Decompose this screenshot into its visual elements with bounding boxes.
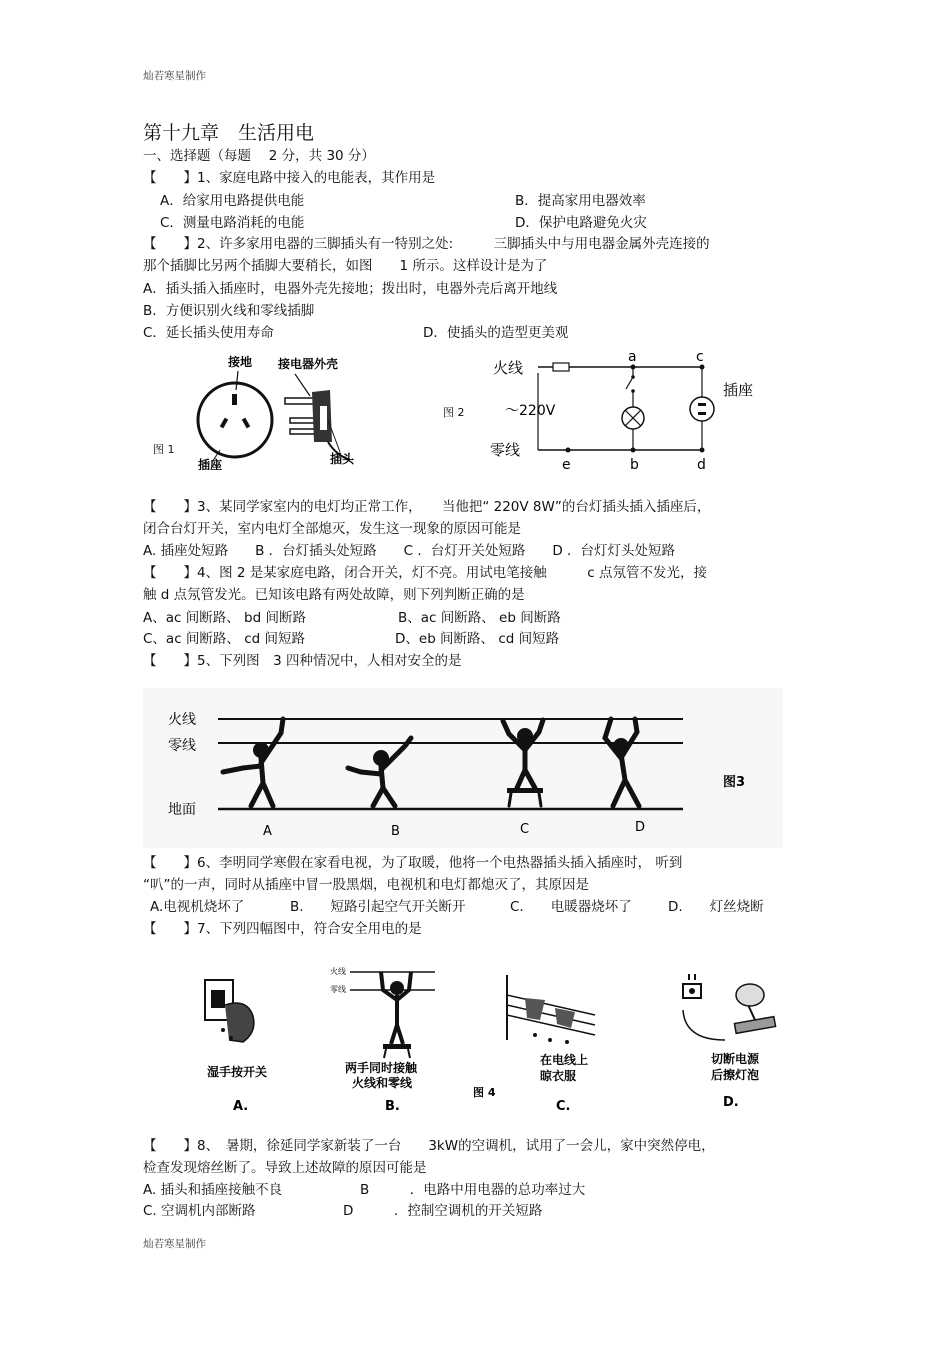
plug-pin-long [285, 398, 315, 404]
q4-stem-line2: 触 d 点氖管发光。已知该电路有两处故障，则下列判断正确的是 [143, 587, 525, 603]
q2-stem-line1: 【 】2、许多家用电器的三脚插头有一特别之处: 三脚插头中与用电器金属外壳连接的 [143, 236, 710, 252]
q4-option-c: C、ac 间断路、 cd 间短路 [143, 631, 305, 647]
q6-option-a: A.电视机烧坏了 [150, 899, 245, 915]
q2-option-b: B．方便识别火线和零线插脚 [143, 303, 315, 319]
fig2-point-b: b [630, 457, 639, 473]
fig4-caption-c1: 在电线上 [540, 1053, 589, 1067]
q3-stem-line2: 闭合台灯开关，室内电灯全部熄灭，发生这一现象的原因可能是 [143, 521, 521, 537]
figure-1-plug-socket [150, 350, 365, 470]
figure-4-label: 图 4 [473, 1086, 496, 1099]
footer-maker: 灿若寒星制作 [143, 1238, 206, 1250]
fig3-neutral-label: 零线 [168, 738, 196, 754]
section-heading: 一、选择题（每题 2 分，共 30 分） [143, 148, 375, 164]
figure-2-circuit [440, 345, 770, 475]
fig4-caption-d1: 切断电源 [711, 1052, 760, 1066]
q3-options: A. 插座处短路 B ．台灯插头处短路 C ．台灯开关处短路 D ．台灯灯头处短路 [143, 543, 676, 559]
q8-stem-line1: 【 】8、 暑期，徐延同学家新装了一台 3kW的空调机，试用了一会儿，家中突然停电， [143, 1138, 715, 1154]
plug-pin-short2 [290, 429, 315, 434]
fig4-panel-b [330, 966, 435, 1114]
fig4-panel-d [683, 974, 776, 1110]
fig4-caption-a: 湿手按开关 [207, 1065, 268, 1079]
q8-option-c: C. 空调机内部断路 [143, 1203, 256, 1219]
fig2-neutral-label: 零线 [490, 441, 521, 459]
q6-stem-line2: “叭”的一声，同时从插座中冒一股黑烟，电视机和电灯都熄灭了，其原因是 [143, 877, 589, 893]
fig4-panel-c [507, 975, 595, 1114]
q8-option-d: D ．控制空调机的开关短路 [343, 1203, 543, 1219]
q1-option-d: D．保护电路避免火灾 [515, 215, 647, 231]
plug-pin-short1 [290, 418, 315, 423]
switch [626, 377, 633, 389]
fig3-letter-a: A [263, 824, 272, 839]
fig4-panel-a [205, 980, 267, 1114]
q6-option-c: C. 电暖器烧坏了 [510, 899, 632, 915]
q4-option-b: B、ac 间断路、 eb 间断路 [398, 610, 561, 626]
figure-2-label: 图 2 [443, 406, 465, 419]
header-maker: 灿若寒星制作 [143, 70, 206, 82]
fig2-point-d: d [697, 457, 706, 473]
q1-option-a: A．给家用电路提供电能 [160, 193, 305, 209]
fig2-point-c: c [696, 349, 704, 365]
figure-3-label: 图3 [723, 775, 746, 790]
fig4-live-label: 火线 [330, 967, 346, 976]
figure-3-persons-on-wires [143, 688, 783, 848]
q8-option-a: A. 插头和插座接触不良 [143, 1182, 283, 1198]
fig4-caption-c2: 晾衣服 [540, 1069, 577, 1083]
fig1-shell-label: 接电器外壳 [278, 357, 339, 371]
q8-option-b: B ．电路中用电器的总功率过大 [360, 1182, 586, 1198]
q1-stem: 【 】1、家庭电路中接入的电能表，其作用是 [143, 170, 436, 186]
q7-stem: 【 】7、下列四幅图中，符合安全用电的是 [143, 921, 422, 937]
q8-stem-line2: 检查发现熔丝断了。导致上述故障的原因可能是 [143, 1160, 427, 1176]
fig3-letter-c: C [520, 822, 530, 837]
q3-stem-line1: 【 】3、某同学家室内的电灯均正常工作， 当他把“ 220V 8W”的台灯插头插入插座后， [143, 499, 711, 515]
chapter-title: 第十九章 生活用电 [143, 122, 315, 144]
fig4-letter-a: A. [233, 1099, 249, 1114]
fig2-socket-label: 插座 [723, 381, 754, 399]
fig2-live-label: 火线 [493, 359, 524, 377]
q4-option-d: D、eb 间断路、 cd 间短路 [395, 631, 560, 647]
figure-1-label: 图 1 [153, 443, 175, 456]
socket-right-hole [242, 418, 250, 429]
fig1-ground-label: 接地 [228, 355, 253, 369]
q1-option-c: C．测量电路消耗的电能 [160, 215, 305, 231]
fig4-neutral-label: 零线 [330, 985, 346, 994]
fig4-letter-b: B. [385, 1099, 400, 1114]
q2-option-d: D．使插头的造型更美观 [423, 325, 569, 341]
socket-left-hole [220, 418, 228, 429]
fig2-voltage-label: ～220V [505, 403, 556, 419]
fig4-caption-b2: 火线和零线 [352, 1076, 413, 1090]
fig2-point-e: e [562, 457, 571, 473]
q5-stem: 【 】5、下列图 3 四种情况中，人相对安全的是 [143, 653, 462, 669]
fuse [553, 363, 569, 371]
q6-option-b: B. 短路引起空气开关断开 [290, 899, 466, 915]
q4-stem-line1: 【 】4、图 2 是某家庭电路，闭合开关，灯不亮。用试电笔接触 c 点氖管不发光，接 [143, 565, 707, 581]
fig2-point-a: a [628, 349, 637, 365]
q6-option-d: D. 灯丝烧断 [668, 899, 764, 915]
q6-stem-line1: 【 】6、李明同学寒假在家看电视，为了取暖，他将一个电热器插头插入插座时， 听到 [143, 855, 683, 871]
fig4-caption-d2: 后擦灯泡 [711, 1068, 760, 1082]
socket-ground-hole [232, 394, 237, 405]
fig4-letter-c: C. [556, 1099, 571, 1114]
q2-stem-line2: 那个插脚比另两个插脚大要稍长，如图 1 所示。这样设计是为了 [143, 258, 548, 274]
fig3-ground-label: 地面 [168, 802, 196, 818]
fig4-letter-d: D. [723, 1095, 739, 1110]
socket-symbol [690, 397, 714, 421]
fig4-caption-b1: 两手同时接触 [345, 1061, 418, 1075]
fig3-letter-b: B [391, 824, 400, 839]
fig1-socket-label: 插座 [198, 458, 223, 470]
q2-option-c: C．延长插头使用寿命 [143, 325, 274, 341]
fig1-plug-label: 插头 [330, 452, 355, 466]
fig3-live-label: 火线 [168, 712, 196, 728]
q4-option-a: A、ac 间断路、 bd 间断路 [143, 610, 306, 626]
fig3-letter-d: D [635, 820, 646, 835]
q2-option-a: A．插头插入插座时，电器外壳先接地；拨出时，电器外壳后离开地线 [143, 281, 558, 297]
q1-option-b: B．提高家用电器效率 [515, 193, 646, 209]
figure-4-safety-pictures [195, 960, 795, 1115]
